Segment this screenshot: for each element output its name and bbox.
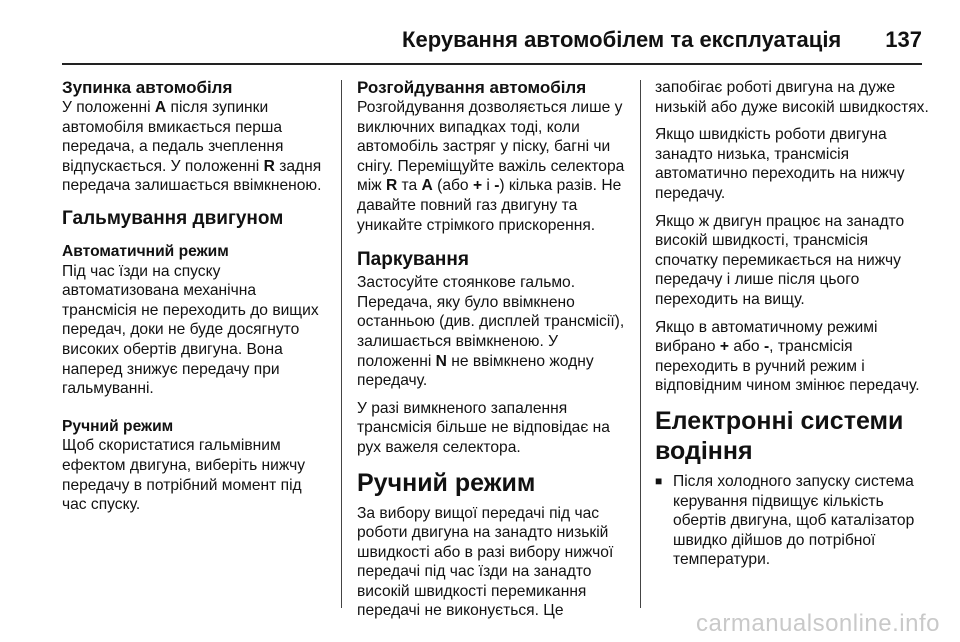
- stop-paragraph: [62, 98, 327, 196]
- text: ) кілька разів. Не давайте повний газ двигуну та уникайте стрімкого прискорення.: [357, 177, 622, 234]
- header-divider: [62, 63, 922, 65]
- plus-symbol: +: [719, 338, 729, 356]
- paragraph: запобігає роботі двигуна на дуже низькій або дуже високій швидкостях.: [655, 79, 929, 116]
- heading-parking: Паркування: [357, 249, 469, 271]
- page-header: [62, 18, 922, 62]
- watermark: carmanualsonline.info: [696, 610, 940, 637]
- text: після зупинки автомобіля вмикається перша передача, а педаль зчеплення відпускається. У положенні: [62, 99, 284, 175]
- heading-engine-braking: Гальмування двигуном: [62, 207, 284, 229]
- bullet-square-icon: ■: [655, 473, 663, 488]
- heading-stop: Зупинка автомобіля: [62, 78, 233, 97]
- minus-symbol: -: [763, 338, 770, 356]
- gear-r: R: [263, 157, 275, 175]
- text: , трансмісія переходить в ручний режим і відповідним чином змінює передачу.: [655, 338, 920, 395]
- text: Застосуйте стоянкове гальмо. Передача, яку було ввімкнено останньою (див. дисплей трансмісії), залишається ввімкненою. У положенні: [357, 274, 625, 370]
- bullet-text: Після холодного запуску система керування підвищує кількість обертів двигуна, щоб каталізатор швидко дійшов до потрібної температури.: [673, 472, 915, 569]
- text: не ввімкнено жодну передачу.: [357, 352, 594, 390]
- text: Якщо в автоматичному режимі вибрано: [655, 318, 878, 356]
- heading-manual-mode-large: Ручний режим: [357, 468, 536, 497]
- page-title: Керування автомобілем та експлуатація: [402, 27, 842, 52]
- text: У положенні: [62, 99, 155, 116]
- gear-a: A: [421, 177, 433, 195]
- column-divider-2: [640, 80, 641, 608]
- rocking-paragraph: [357, 98, 629, 235]
- heading-electronic-systems: Електронні системи водіння: [655, 406, 904, 465]
- ignition-paragraph: У разі вимкненого запалення трансмісія більше не відповідає на рух важеля селектора.: [357, 399, 610, 456]
- text: задня передача залишається ввімкненою.: [62, 157, 322, 195]
- column-2: [357, 78, 629, 621]
- manual-mode-paragraph: Щоб скористатися гальмівним ефектом двигуна, виберіть нижчу передачу в потрібний момент під час спуску.: [62, 437, 306, 514]
- heading-manual-mode: Ручний режим: [62, 417, 174, 435]
- heading-auto-mode: Автоматичний режим: [62, 242, 229, 260]
- plus-symbol: +: [472, 177, 483, 195]
- parking-paragraph: [357, 273, 629, 391]
- heading-rocking: Розгойдування автомобіля: [357, 78, 587, 97]
- gear-a: A: [154, 99, 167, 116]
- text: або: [729, 338, 764, 356]
- text: (або: [432, 177, 473, 195]
- minus-symbol: -: [494, 177, 500, 195]
- paragraph: Якщо швидкість роботи двигуна занадто низька, трансмісія автоматично переходить на нижчу передачу.: [655, 126, 905, 202]
- text: Розгойдування дозволяється лише у виключних випадках тоді, коли автомобіль застряг у піску, багні чи снігу. Переміщуйте важіль селектора між: [357, 99, 625, 195]
- text: та: [397, 177, 422, 195]
- text: і: [482, 177, 495, 195]
- column-3: [655, 78, 930, 570]
- list-item: [655, 472, 930, 570]
- column-1: [62, 78, 327, 523]
- gear-r: R: [385, 177, 398, 195]
- auto-mode-paragraph: Під час їзди на спуску автоматизована механічна трансмісія не переходить до вищих передач, доки не буде досягнуто високих обертів двигуна. Вона наперед знижує передачу при гальмуванні.: [62, 262, 319, 398]
- column-divider-1: [341, 80, 342, 608]
- gear-n: N: [435, 352, 447, 370]
- paragraph: [655, 318, 930, 396]
- page-number: 137: [885, 27, 922, 52]
- manual-mode-paragraph: За вибору вищої передачі під час роботи двигуна на занадто низькій швидкості або в разі вибору нижчої передачі під час їзди на занадто високій швидкості перемикання передачі не виконується. Це: [357, 504, 614, 620]
- paragraph: Якщо ж двигун працює на занадто високій швидкості, трансмісія спочатку перемикається на нижчу передачу і лише після цього переходить на вищу.: [655, 212, 905, 308]
